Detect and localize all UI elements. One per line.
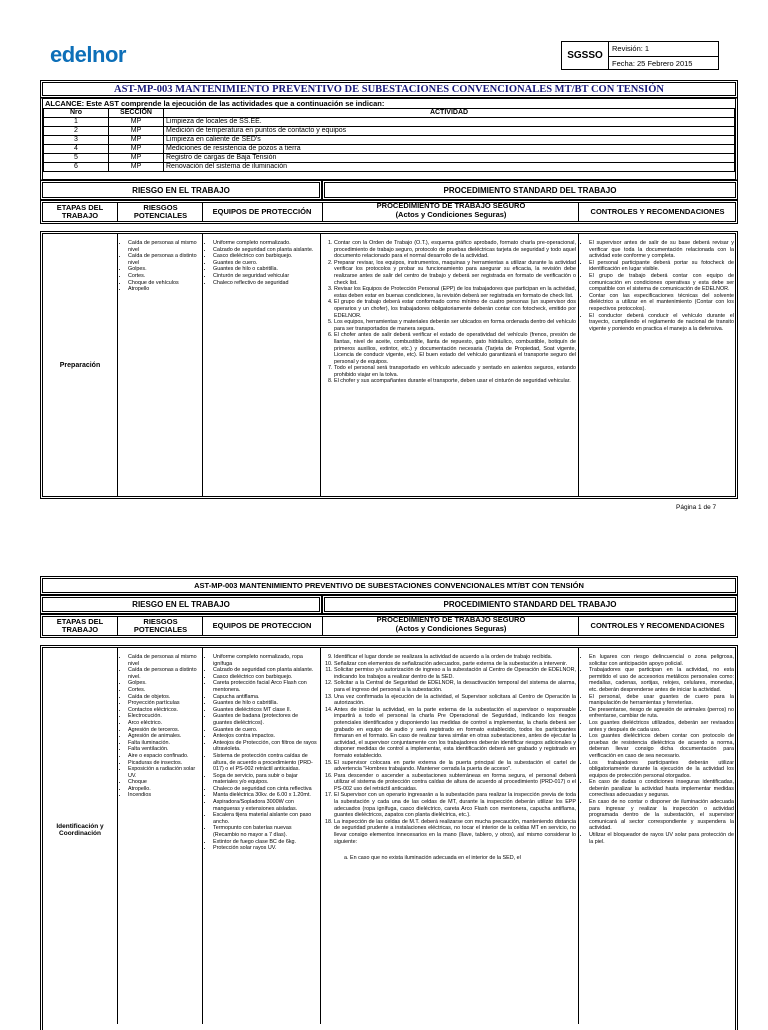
controles-list-2 (580, 654, 734, 845)
riesgo-item: • Picaduras de insectos. (128, 760, 201, 767)
riesgo-item: • Arco eléctrico. (128, 720, 201, 727)
equipo-item: • Guantes de cuero. (213, 260, 318, 267)
activity-row (44, 154, 735, 163)
equipo-item: • Cinturón de seguridad vehicular (213, 273, 318, 280)
equipo-item: • Casco dieléctrico con barbiquejo. (213, 253, 318, 260)
procedimiento-item: 3. Revisar los Equipos de Protección Personal (EPP) de los trabajadores que participan en la actividad, estas deben estar en buenas condiciones, la revisión deberá ser registrada en formato de check list. (334, 286, 576, 299)
control-item: • El conductor deberá conducir el vehículo durante el trayecto, cumpliendo el reglamento de nacional de transito vigente y poniendo en practica el manejo a la defensiva. (589, 313, 734, 333)
activity-name: Medición de temperatura en puntos de contacto y equipos (164, 127, 735, 136)
procedimiento-item: 12. Solicitar a la Central de Seguridad de EDELNOR, la desactivación temporal del sistema de alarma, para el ingreso del personal a la subestación. (334, 680, 576, 693)
procedimiento-item: 11. Solicitar permiso y/o autorización de ingreso a la subestación al Centro de Operación de EDELNOR, indicando los trabajos a realizar dentro de la SED. (334, 667, 576, 680)
procedimiento-item: 15. El supervisor colocara en parte externa de la puerta principal de la subestación el cartel de advertencia "Hombres trabajando. Mantener cerrada la puerta de acceso". (334, 760, 576, 773)
activity-nro: 6 (44, 163, 109, 172)
equipo-item: • Chaleco reflectivo de seguridad (213, 280, 318, 287)
riesgo-item: • Choque de vehículos (128, 280, 201, 287)
control-item: • El personal, debe usar guantes de cuero para la manipulación de herramientas y ferreterías. (589, 694, 734, 707)
equipos-list-2 (204, 654, 318, 852)
control-item: • El supervisor antes de salir de su base deberá revisar y verificar que toda la documentación relacionada con la actividad este conforme y completa. (589, 240, 734, 260)
equipo-item: • Calzado de seguridad con planta aislante. (213, 247, 318, 254)
sgsso-label: SGSSO (561, 41, 609, 70)
activity-seccion: MP (109, 136, 164, 145)
procedimiento-item: 14. Antes de iniciar la actividad, en la parte externa de la subestación el supervisor o responsable impartirá a todo el personal la charla Pre Operacional de Seguridad, indicando los riesgos potenciales identificados y disponiendo las medidas de control a implementar, la charla deberá ser grabado en equipo de audio y será registrado en formato establecido, todos los participantes firmaran en el formato. En caso de realizar tarea similar en otras subestaciones, antes de ejecutar la actividad, el supervisor conjuntamente con los trabajadores deberán identificar riesgos adicionales y disponer medidas de control a implementar, esta identificación deberá ser grabado y registrado en formato establecido. (334, 707, 576, 760)
riesgo-header: RIESGO EN EL TRABAJO (40, 180, 322, 200)
riesgo-item: • Cortes. (128, 687, 201, 694)
riesgo-item: • Falta iluminación. (128, 740, 201, 747)
control-item: • Los guantes dieléctricos utilizados, deberán ser revisados antes y después de cada uso. (589, 720, 734, 733)
procedimiento-item: 6. El chofer antes de salir deberá verificar el estado de operatividad del vehículo (frenos, presión de llantas, nivel de aceite, combustible, llanta de repuesto, gato hidráulico, combustible, botiquín de primeros auxilios, extintor, etc.) y documentación necesaria (Tarjeta de Propiedad, Soat vigente, Licencia de conducir vigente, etc). El buen estado del vehículo garantizará el transporte seguro del personal y de equipos. (334, 332, 576, 365)
edelnor-logo: edelnor (50, 42, 126, 67)
activity-nro: 5 (44, 154, 109, 163)
alcance-text: ALCANCE: Este AST comprende la ejecución de las actividades que a continuación se indican: (45, 99, 385, 108)
activity-nro: 4 (44, 145, 109, 154)
equipos-list-1 (204, 240, 318, 286)
activity-row (44, 163, 735, 172)
equipo-item: • Guantes de cuero. (213, 727, 318, 734)
page-title: AST-MP-003 MANTENIMIENTO PREVENTIVO DE SUBESTACIONES CONVENCIONALES MT/BT CON TENSIÓN (114, 84, 664, 95)
col-proc-2: PROCEDIMIENTO DE TRABAJO SEGURO (Actos y Condiciones Seguras) (322, 616, 579, 636)
equipo-item: • Guantes de badana (protectores de guantes dieléctricos). (213, 713, 318, 726)
riesgo-item: • Atropello (128, 286, 201, 293)
equipo-item: • Aspiradora/Sopladora 3000W con mangueras y extensiones aisladas. (213, 799, 318, 812)
etapa-preparacion: Preparación (59, 361, 101, 369)
procedimiento-item: 4. El grupo de trabajo deberá estar conformado como mínimo de cuatro personas (un supervisor dos operarios y un chofer), los trabajadores obligatoriamente deberán contar con fotocheck, emitido por EDELNOR. (334, 299, 576, 319)
activity-name: Limpieza de locales de SS.EE. (164, 118, 735, 127)
procedimiento-item: 2. Preparar revisar, los equipos, instrumentos, maquinas y herramientas a utilizar durante la actividad verificar los protocolos y probar su funcionamiento para asegurar su eficacia, la revisión debe realizarse antes de salir del centro de trabajo y deberá ser registrada en formato de verificación o check list. (334, 260, 576, 286)
riesgo-item: • Atropello. (128, 786, 201, 793)
riesgo-item: • Agresión de terceros. (128, 727, 201, 734)
title-box (40, 80, 738, 98)
procedimiento-item: 10. Señalizar con elementos de señalización adecuados, parte externa de la subestación a intervenir. (334, 661, 576, 668)
page-number: Página 1 de 7 (676, 504, 717, 511)
equipo-item: • Manta dieléctrica 30kv. de 6.00 x 1.20mt. (213, 792, 318, 799)
control-item: • Los trabajadores participantes deberán utilizar obligatoriamente durante la ejecución de la actividad los equipos de protección personal otorgados. (589, 760, 734, 780)
equipo-item: • Guantes dieléctricos MT clase II. (213, 707, 318, 714)
activity-seccion: MP (109, 127, 164, 136)
activity-row (44, 118, 735, 127)
procedimiento-header: PROCEDIMIENTO STANDARD DEL TRABAJO (322, 180, 738, 200)
col-controles-2: CONTROLES Y RECOMENDACIONES (578, 616, 736, 636)
col-controles: CONTROLES Y RECOMENDACIONES (578, 202, 736, 222)
activity-name: Limpieza en caliente de SED's (164, 136, 735, 145)
equipo-item: • Protección solar rayos UV. (213, 845, 318, 852)
riesgo-item: • Caída de objetos. (128, 694, 201, 701)
col-etapas: ETAPAS DEL TRABAJO (56, 202, 104, 220)
proc-list-2 (323, 654, 576, 1022)
control-item: • En lugares con riesgo delincuencial o zona peligrosa, solicitar con anticipación apoyo policial. (589, 654, 734, 667)
procedimiento-item: 13. Una vez confirmada la ejecución de la actividad, el Supervisor solicitara al Centro de Operación la autorización. (334, 694, 576, 707)
procedimiento-item: 5. Los equipos, herramientas y materiales deberán ser ubicados en forma ordenada dentro del vehículo para ser transportados de manera segura. (334, 319, 576, 332)
activity-seccion: MP (109, 118, 164, 127)
riesgo-header-2: RIESGO EN EL TRABAJO (40, 595, 322, 614)
procedimiento-header-2: PROCEDIMIENTO STANDARD DEL TRABAJO (322, 595, 738, 614)
col-riesgos-2: RIESGOS POTENCIALES (117, 616, 203, 636)
activity-nro: 3 (44, 136, 109, 145)
control-item: • En caso de dudas o condiciones inseguras identificadas, deberán paralizar la actividad hasta implementar medidas correctivas adecuadas y seguras. (589, 779, 734, 799)
activity-nro: 2 (44, 127, 109, 136)
equipo-item: • Soga de servicio, para subir o bajar materiales y/o equipos. (213, 773, 318, 786)
revision-text: Revisión: 1 (612, 44, 650, 53)
riesgo-item: • Golpes. (128, 680, 201, 687)
riesgos-list-1 (119, 240, 201, 293)
equipo-item: • Casco dieléctrico con barbiquejo. (213, 674, 318, 681)
col-actividad: ACTIVIDAD (164, 109, 735, 118)
col-etapas-2: ETAPAS DEL TRABAJO (56, 616, 104, 634)
page-title-2: AST-MP-003 MANTENIMIENTO PREVENTIVO DE SUBESTACIONES CONVENCIONALES MT/BT CON TENSIÓN (194, 581, 584, 590)
control-item: • Los guantes dieléctricos deben contar con protocolo de pruebas de resistencia dieléctrica de acuerdo a norma, deberan llevar consigo dicha documentación para verificación en caso de sea necesario. (589, 733, 734, 759)
procedimiento-item: 7. Todo el personal será transportado en vehículo adecuado y sentado en asientos seguros, estando prohibido viajar en la tolva. (334, 365, 576, 378)
procedimiento-item: 17. El Supervisor con un operario ingresarán a la subestación para realizar la inspección previa de toda la subestación y cada una de las celdas de MT, durante la inspección deberán utilizar los EPP adecuados (ropa ignífuga, casco dieléctrico, careta Arco Flash con mentonera, capucha antiflama, guantes dieléctricos, zapatos con planta dieléctrica, etc.). (334, 792, 576, 818)
activity-name: Registro de cargas de Baja Tensión (164, 154, 735, 163)
riesgo-item: • Golpes. (128, 266, 201, 273)
equipo-item: • Extintor de fuego clase BC de 6kg. (213, 839, 318, 846)
equipo-item: • Calzado de seguridad con planta aislante. (213, 667, 318, 674)
riesgo-item: • Proyección partículas (128, 700, 201, 707)
equipo-item: • Guantes de hilo o cabritilla. (213, 700, 318, 707)
procedimiento-item: a. En caso que no exista iluminación adecuada en el interior de la SED, el (344, 855, 521, 862)
equipo-item: • Anteojos contra impactos. (213, 733, 318, 740)
col-equipos-2: EQUIPOS DE PROTECCION (202, 616, 321, 636)
title-box-2 (40, 576, 738, 595)
controles-list-1 (580, 240, 734, 332)
activity-table (43, 108, 735, 172)
equipo-item: • Chaleco de seguridad con cinta reflectiva (213, 786, 318, 793)
activity-row (44, 145, 735, 154)
equipo-item: • Anteojos de Protección, con filtros de rayos ultravioleta. (213, 740, 318, 753)
col-riesgos: RIESGOS POTENCIALES (117, 202, 203, 222)
activity-name: Renovación del sistema de iluminación (164, 163, 735, 172)
procedimiento-item: 18. La inspección de las celdas de M.T. deberá realizarse con mucha precaución, manteniendo distancia de seguridad prudente a instalaciones eléctricas, no tocar el interior de la celdas MT en servicio, no llevar consigo elementos innecesarios en la mano (llave, tablero, y otros), así mismo considerar lo siguiente: (334, 819, 576, 845)
control-item: • El grupo de trabajo deberá contar con equipo de comunicación en condiciones operativas y esta debe ser compatible con el sistema de comunicación de EDELNOR. (589, 273, 734, 293)
alcance-block (40, 98, 738, 180)
riesgo-item: • Agresión de animales. (128, 733, 201, 740)
riesgo-item: • Choque (128, 779, 201, 786)
etapa-identificacion: Identificación y Coordinación (56, 823, 104, 837)
procedimiento-item: 9. Identificar el lugar donde se realizara la actividad de acuerdo a la orden de trabajo recibida. (334, 654, 576, 661)
procedimiento-item: 1. Contar con la Orden de Trabajo (O.T.), esquema gráfico aprobado, formato charla pre-operacional, procedimiento de trabajo seguro, protocolo de pruebas dieléctricas tarjeta de seguridad y todo aquel documento relacionado para el normal desarrollo de la actividad. (334, 240, 576, 260)
riesgo-item: • Caída de personas al mismo nivel (128, 240, 201, 253)
equipo-item: • Guantes de hilo o cabritilla. (213, 266, 318, 273)
riesgos-list-2 (119, 654, 201, 799)
equipo-item: • Sistema de protección contra caídas de altura, de acuerdo a procedimiento (PRD-017) o el PS-002 retráctil anticaidas. (213, 753, 318, 773)
control-item: • Trabajadores que participan en la actividad, no esta permitido el uso de accesorios metálicos personales como: medallas, cadenas, sortijas, relojes, celulares, monedas, etc. deberán desprenderse antes de iniciar la actividad. (589, 667, 734, 693)
activity-seccion: MP (109, 163, 164, 172)
col-seccion: SECCIÓN (109, 109, 164, 118)
control-item: • De presentarse, riesgo de agresión de animales (perros) no enfrentarse, cambiar de ruta. (589, 707, 734, 720)
activity-nro: 1 (44, 118, 109, 127)
riesgo-item: • Aire o espacio confinado. (128, 753, 201, 760)
riesgo-item: • Incendios (128, 792, 201, 799)
riesgo-item: • Contactos eléctricos. (128, 707, 201, 714)
activity-seccion: MP (109, 145, 164, 154)
riesgo-item: • Falta ventilación. (128, 746, 201, 753)
proc-list-1 (323, 240, 576, 385)
control-item: • El personal participante deberá portar su fotocheck de identificación en lugar visible. (589, 260, 734, 273)
riesgo-item: • Caída de personas a distinto nivel. (128, 667, 201, 680)
activity-name: Mediciones de resistencia de pozos a tierra (164, 145, 735, 154)
col-proc: PROCEDIMIENTO DE TRABAJO SEGURO (Actos y Condiciones Seguras) (322, 202, 579, 222)
riesgo-item: • Electrocución. (128, 713, 201, 720)
revision-box (609, 41, 719, 70)
activity-row (44, 127, 735, 136)
equipo-item: • Careta protección facial Arco Flash con mentonera. (213, 680, 318, 693)
equipo-item: • Capucha antiflama. (213, 694, 318, 701)
riesgo-item: • Cortes. (128, 273, 201, 280)
control-item: • Utilizar el bloqueador de rayos UV solar para protección de la piel. (589, 832, 734, 845)
equipo-item: • Uniforme completo normalizado. (213, 240, 318, 247)
equipo-item: • Uniforme completo normalizado, ropa ignífuga (213, 654, 318, 667)
procedimiento-item: 16. Para descender o ascender a subestaciones subterráneas en forma segura, el personal deberá utilizar el sistema de protección contra caídas de altura de acuerdo al procedimiento (PRD-017) o el PS-002 uso del retráctil anticaidas. (334, 773, 576, 793)
procedimiento-item: 8. El chofer y sus acompañantes durante el transporte, deben usar el cinturón de seguridad vehicular. (334, 378, 576, 385)
riesgo-item: • Exposición a radiación solar UV. (128, 766, 201, 779)
control-item: • En caso de no contar o disponer de iluminación adecuada para ingresar y realizar la inspección o actividad programada dentro de la subestación, el supervisor comunicará al sector correspondiente y suspendera la actividad. (589, 799, 734, 832)
fecha-text: Fecha: 25 Febrero 2015 (609, 56, 718, 71)
equipo-item: • Escalera tijera material aislante con paso ancho. (213, 812, 318, 825)
activity-row (44, 136, 735, 145)
control-item: • Contar con las especificaciones técnicas del solvente dieléctrico a utilizar en el mantenimiento (Contar con los respectivos protocolos). (589, 293, 734, 313)
riesgo-item: • Caída de personas al mismo nivel (128, 654, 201, 667)
activity-seccion: MP (109, 154, 164, 163)
riesgo-item: • Caída de personas a distinto nivel (128, 253, 201, 266)
equipo-item: • Termopunto con baterías nuevas (Recambio no mayor a 7 días). (213, 825, 318, 838)
col-equipos: EQUIPOS DE PROTECCIÓN (202, 202, 321, 222)
col-nro: Nro (44, 109, 109, 118)
